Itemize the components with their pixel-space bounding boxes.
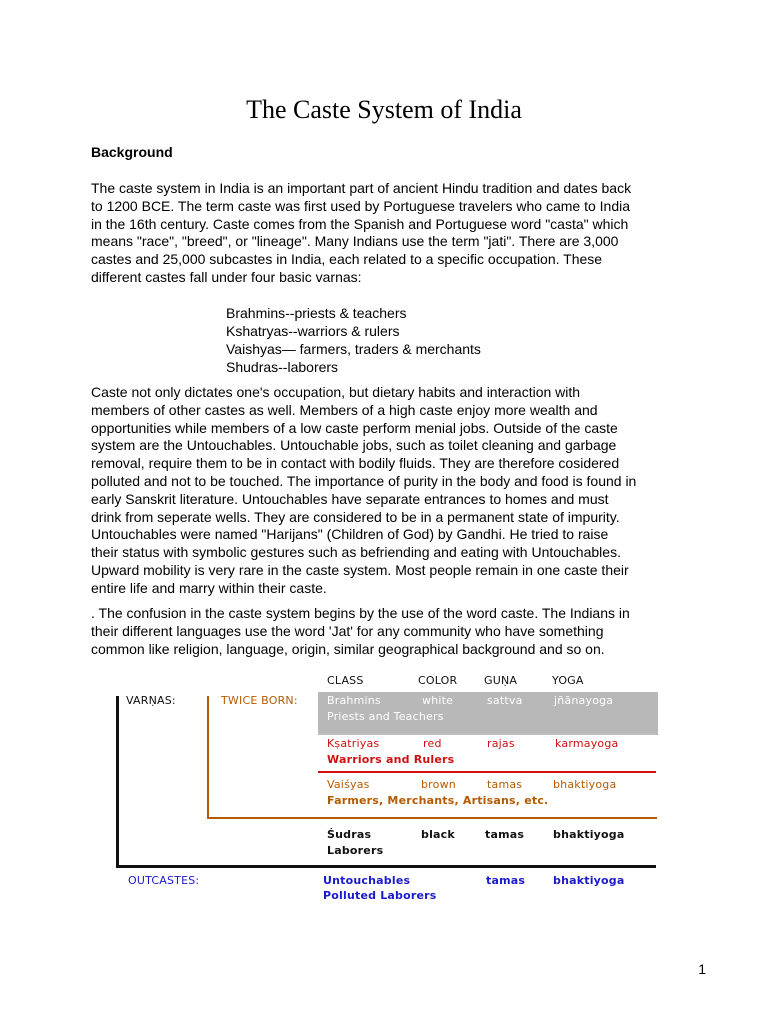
row-yoga: bhaktiyoga <box>553 828 625 841</box>
row-guna: sattva <box>487 694 523 707</box>
text-line: system are the Untouchables. Untouchable jobs, such as toilet cleaning and garbage <box>91 437 617 454</box>
row-yoga: jñānayoga <box>554 694 614 707</box>
varna-item: Vaishyas— farmers, traders & merchants <box>226 341 481 357</box>
text-line: castes and 25,000 subcastes in India, each related to a specific occupation. These <box>91 251 603 268</box>
row-role: Laborers <box>327 844 384 857</box>
outcastes-label: OUTCASTES: <box>128 874 200 887</box>
text-line: Caste not only dictates one's occupation, but dietary habits and interaction with <box>91 384 581 400</box>
separator-red-line <box>318 771 656 773</box>
varna-bottom-line <box>116 865 656 868</box>
text-line: early Sanskrit literature. Untouchables have separate entrances to homes and must <box>91 490 609 507</box>
row-class: Vaiśyas <box>327 778 370 791</box>
text-line: to 1200 BCE. The term caste was first used by Portuguese travelers who came to India <box>91 197 631 214</box>
row-class: Śudras <box>327 828 372 841</box>
page-number: 1 <box>698 961 706 977</box>
twice-born-label: TWICE BORN: <box>221 694 298 707</box>
twice-born-bottom-line <box>207 817 657 819</box>
outcaste-class: Untouchables <box>323 874 411 887</box>
text-line: polluted and not to be touched. The importance of purity in the body and food is found in <box>91 472 637 489</box>
varna-item: Shudras--laborers <box>226 359 339 375</box>
text-line: Upward mobility is very rare in the caste system. Most people remain in one caste their <box>91 561 629 578</box>
text-line: entire life and marry within their caste. <box>91 579 327 596</box>
text-line: common like religion, language, origin, similar geographical background and so on. <box>91 640 605 657</box>
varna-item: Kshatryas--warriors & rulers <box>226 323 400 339</box>
twice-born-vertical-line <box>207 696 209 819</box>
text-line: means "race", "breed", or "lineage". Many Indians use the term "jati". There are 3,000 <box>91 233 619 250</box>
row-role: Priests and Teachers <box>327 710 444 723</box>
separator-line <box>318 733 656 735</box>
text-line: their different languages use the word 'Jat' for any community who have something <box>91 622 604 639</box>
text-line: Untouchables were named "Harijans" (Children of God) by Gandhi. He tried to raise <box>91 526 609 543</box>
text-line: different castes fall under four basic varnas: <box>91 268 362 285</box>
text-line: opportunities while members of a low caste perform menial jobs. Outside of the caste <box>91 419 618 436</box>
varnas-label: VARṆAS: <box>126 694 176 707</box>
row-yoga: bhaktiyoga <box>553 778 617 791</box>
row-role: Farmers, Merchants, Artisans, etc. <box>327 794 549 807</box>
header-color: COLOR <box>418 674 458 687</box>
header-class: CLASS <box>327 674 364 687</box>
outcaste-role: Polluted Laborers <box>323 889 437 902</box>
text-line: in the 16th century. Caste comes from the Spanish and Portuguese word "casta" which <box>91 215 629 232</box>
row-guna: tamas <box>485 828 525 841</box>
row-color: red <box>423 737 442 750</box>
section-heading: Background <box>91 144 173 160</box>
text-line: The caste system in India is an important part of ancient Hindu tradition and dates back <box>91 180 632 196</box>
text-line: . The confusion in the caste system begins by the use of the word caste. The Indians in <box>91 605 630 621</box>
header-guna: GUṆA <box>484 674 518 687</box>
text-line: removal, require them to be in contact with bodily fluids. They are therefore cosidered <box>91 455 620 472</box>
row-color: white <box>422 694 454 707</box>
page-title: The Caste System of India <box>246 95 522 124</box>
varna-vertical-line <box>116 696 119 868</box>
varna-item: Brahmins--priests & teachers <box>226 305 407 321</box>
row-class: Brahmins <box>327 694 381 707</box>
row-color: black <box>421 828 455 841</box>
row-guna: tamas <box>487 778 523 791</box>
text-line: members of other castes as well. Members of a high caste enjoy more wealth and <box>91 401 598 418</box>
outcaste-guna: tamas <box>486 874 526 887</box>
row-color: brown <box>421 778 456 791</box>
row-class: Kṣatriyas <box>327 737 380 750</box>
text-line: their status with symbolic gestures such as befriending and eating with Untouchables. <box>91 544 621 561</box>
outcaste-yoga: bhaktiyoga <box>553 874 625 887</box>
text-line: drink from seperate wells. They are considered to be in a permanent state of impurity. <box>91 508 620 525</box>
row-guna: rajas <box>487 737 515 750</box>
row-yoga: karmayoga <box>555 737 619 750</box>
row-role: Warriors and Rulers <box>327 753 455 766</box>
header-yoga: YOGA <box>552 674 584 687</box>
